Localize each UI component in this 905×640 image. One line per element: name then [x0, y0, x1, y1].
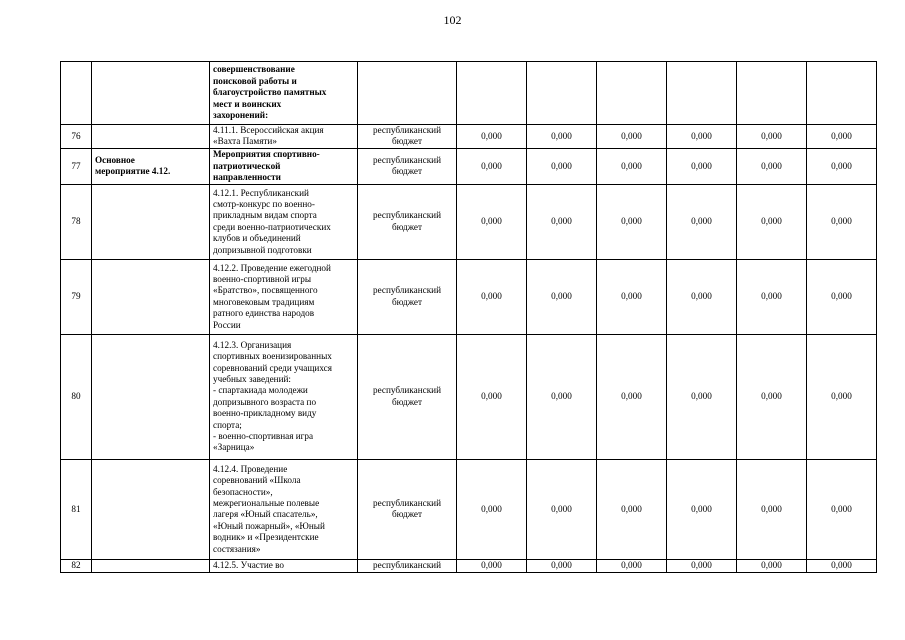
- amount-cell: [527, 62, 597, 125]
- table-row: [61, 148, 877, 184]
- amount-cell: 0,000: [457, 184, 527, 259]
- amount-cell: 0,000: [457, 559, 527, 572]
- amount-cell: 0,000: [807, 559, 877, 572]
- table-row: [61, 184, 877, 259]
- activity-cell: 4.11.1. Всероссийская акция «Вахта Памяти»: [210, 125, 358, 149]
- amount-cell: 0,000: [527, 125, 597, 149]
- amount-cell: [457, 62, 527, 125]
- amount-cell: 0,000: [807, 259, 877, 334]
- amount-cell: 0,000: [527, 559, 597, 572]
- row-number-cell: 76: [61, 125, 92, 149]
- amount-cell: 0,000: [737, 459, 807, 559]
- event-name-cell: [92, 559, 210, 572]
- amount-cell: 0,000: [667, 559, 737, 572]
- amount-cell: 0,000: [527, 334, 597, 459]
- funding-source-cell: республиканский бюджет: [358, 125, 457, 149]
- budget-table: [60, 61, 877, 573]
- amount-cell: 0,000: [597, 259, 667, 334]
- table-row: [61, 334, 877, 459]
- activity-cell: 4.12.1. Республиканский смотр-конкурс по военно- прикладным видам спорта среди военно-патриотических клубов и объединений допризывной подготовки: [210, 184, 358, 259]
- amount-cell: 0,000: [457, 459, 527, 559]
- amount-cell: 0,000: [597, 334, 667, 459]
- amount-cell: 0,000: [737, 184, 807, 259]
- amount-cell: 0,000: [667, 148, 737, 184]
- row-number-cell: 79: [61, 259, 92, 334]
- amount-cell: 0,000: [597, 459, 667, 559]
- amount-cell: 0,000: [807, 148, 877, 184]
- amount-cell: 0,000: [527, 259, 597, 334]
- amount-cell: 0,000: [737, 259, 807, 334]
- amount-cell: 0,000: [597, 184, 667, 259]
- amount-cell: 0,000: [737, 559, 807, 572]
- amount-cell: 0,000: [597, 559, 667, 572]
- amount-cell: [737, 62, 807, 125]
- amount-cell: 0,000: [527, 459, 597, 559]
- amount-cell: 0,000: [667, 184, 737, 259]
- row-number-cell: 81: [61, 459, 92, 559]
- amount-cell: [667, 62, 737, 125]
- row-number-cell: 82: [61, 559, 92, 572]
- amount-cell: 0,000: [667, 459, 737, 559]
- funding-source-cell: республиканский бюджет: [358, 459, 457, 559]
- amount-cell: 0,000: [527, 148, 597, 184]
- activity-cell: Мероприятия спортивно- патриотической направленности: [210, 148, 358, 184]
- event-name-cell: Основное мероприятие 4.12.: [92, 148, 210, 184]
- table-row: [61, 459, 877, 559]
- funding-source-cell: республиканский бюджет: [358, 259, 457, 334]
- amount-cell: 0,000: [737, 334, 807, 459]
- amount-cell: 0,000: [807, 334, 877, 459]
- amount-cell: 0,000: [527, 184, 597, 259]
- amount-cell: 0,000: [737, 125, 807, 149]
- activity-cell: 4.12.4. Проведение соревнований «Школа безопасности», межрегиональные полевые лагеря «Юный спасатель», «Юный пожарный», «Юный водник» и «Президентские состязания»: [210, 459, 358, 559]
- amount-cell: 0,000: [597, 148, 667, 184]
- amount-cell: 0,000: [457, 259, 527, 334]
- event-name-cell: [92, 125, 210, 149]
- amount-cell: 0,000: [457, 125, 527, 149]
- row-number-cell: 77: [61, 148, 92, 184]
- funding-source-cell: республиканский бюджет: [358, 334, 457, 459]
- amount-cell: 0,000: [737, 148, 807, 184]
- event-name-cell: [92, 259, 210, 334]
- funding-source-cell: республиканский бюджет: [358, 184, 457, 259]
- funding-source-cell: республиканский: [358, 559, 457, 572]
- row-number-cell: 78: [61, 184, 92, 259]
- row-number-cell: [61, 62, 92, 125]
- funding-source-cell: республиканский бюджет: [358, 148, 457, 184]
- event-name-cell: [92, 334, 210, 459]
- funding-source-cell: [358, 62, 457, 125]
- amount-cell: 0,000: [667, 259, 737, 334]
- amount-cell: 0,000: [597, 125, 667, 149]
- table-row: [61, 62, 877, 125]
- activity-cell: 4.12.5. Участие во: [210, 559, 358, 572]
- activity-cell: 4.12.2. Проведение ежегодной военно-спортивной игры «Братство», посвященного многовековым традициям ратного единства народов России: [210, 259, 358, 334]
- activity-cell: совершенствование поисковой работы и благоустройство памятных мест и воинских захоронений:: [210, 62, 358, 125]
- event-name-cell: [92, 62, 210, 125]
- activity-cell: 4.12.3. Организация спортивных военизированных соревнований среди учащихся учебных заведений: - спартакиада молодежи допризывного возраста по военно-прикладному виду спорта; - военно-спортивная игра «Зарница»: [210, 334, 358, 459]
- amount-cell: 0,000: [457, 148, 527, 184]
- row-number-cell: 80: [61, 334, 92, 459]
- table-row: [61, 125, 877, 149]
- amount-cell: [597, 62, 667, 125]
- amount-cell: 0,000: [807, 184, 877, 259]
- amount-cell: 0,000: [807, 459, 877, 559]
- amount-cell: 0,000: [807, 125, 877, 149]
- table-row: [61, 259, 877, 334]
- amount-cell: 0,000: [667, 125, 737, 149]
- amount-cell: 0,000: [457, 334, 527, 459]
- table-row: [61, 559, 877, 572]
- event-name-cell: [92, 184, 210, 259]
- event-name-cell: [92, 459, 210, 559]
- amount-cell: [807, 62, 877, 125]
- page-number: 102: [443, 13, 462, 27]
- amount-cell: 0,000: [667, 334, 737, 459]
